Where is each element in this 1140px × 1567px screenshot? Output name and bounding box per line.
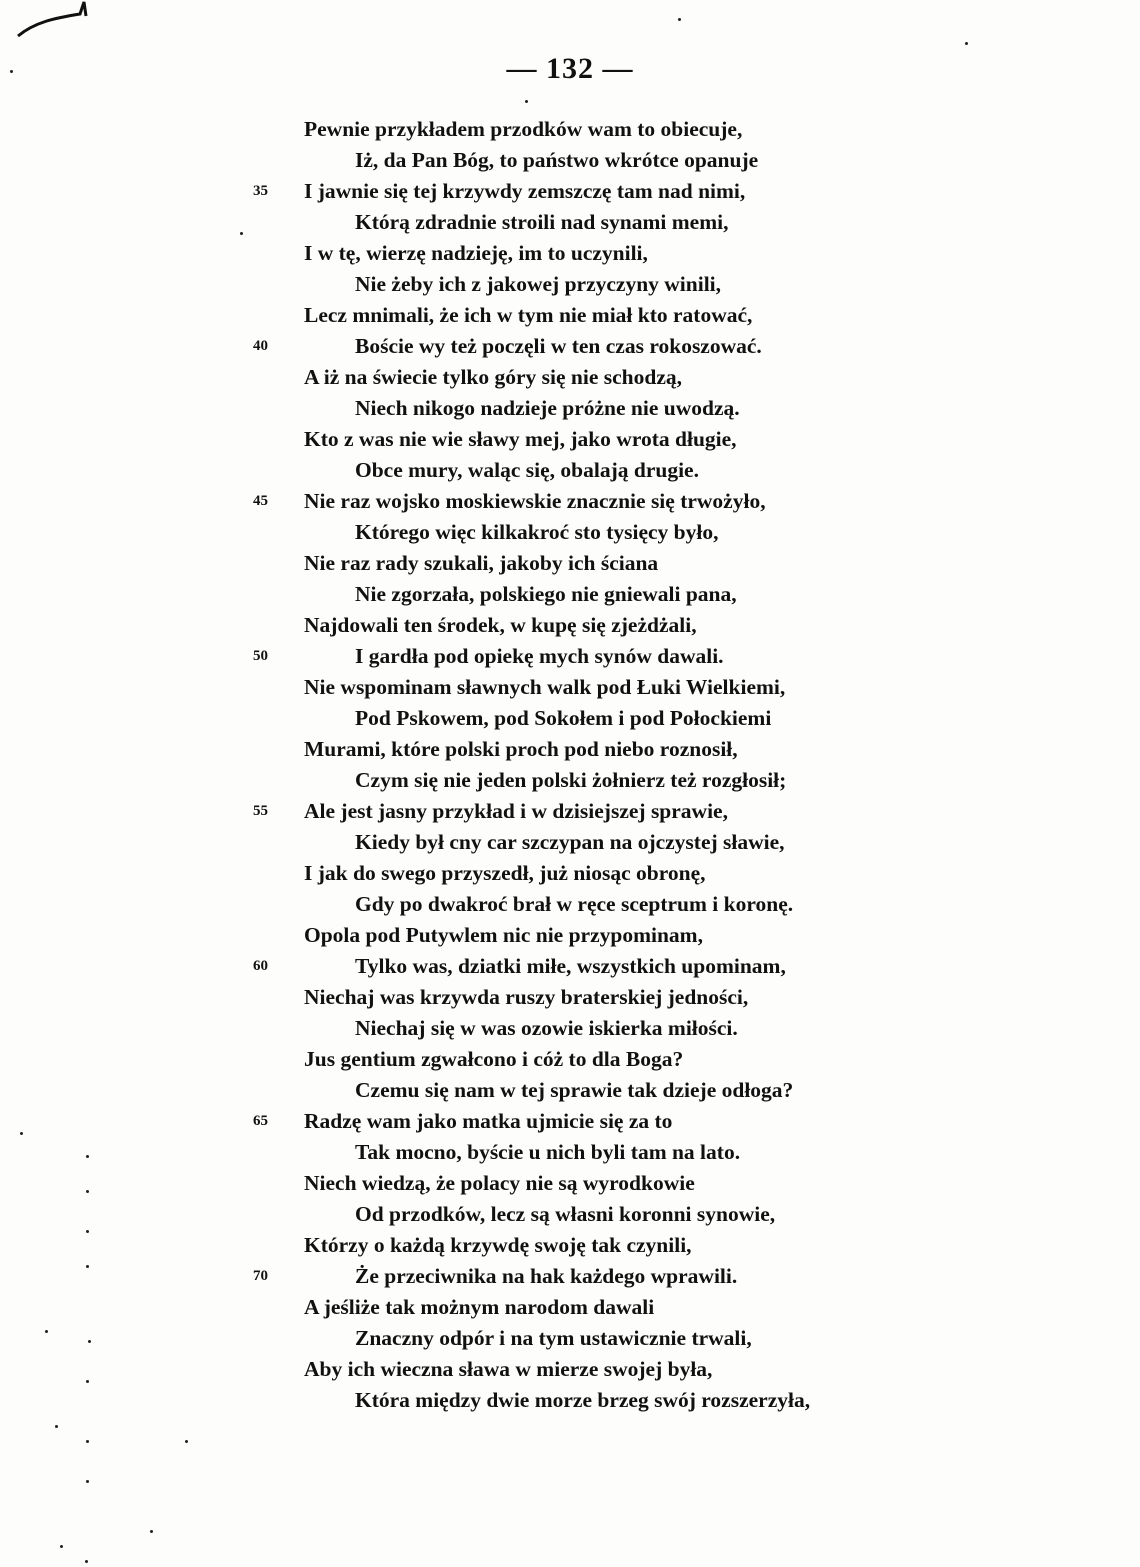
scan-speck — [55, 1425, 58, 1428]
line-number: 55 — [253, 803, 268, 819]
scan-speck — [86, 1380, 89, 1383]
scan-speck — [86, 1480, 89, 1483]
poem-line: Od przodków, lecz są własni koronni synowie, — [355, 1202, 776, 1226]
line-number: 35 — [253, 183, 268, 199]
poem-line: Radzę wam jako matka ujmicie się za to — [304, 1109, 673, 1133]
poem-line: Jus gentium zgwałcono i cóż to dla Boga? — [304, 1047, 684, 1071]
line-number: 65 — [253, 1113, 268, 1129]
poem-line: Nie wspominam sławnych walk pod Łuki Wielkiemi, — [304, 675, 786, 699]
poem-line: Czemu się nam w tej sprawie tak dzieje odłoga? — [355, 1078, 794, 1102]
poem-line: Znaczny odpór i na tym ustawicznie trwali, — [355, 1326, 752, 1350]
line-number: 45 — [253, 493, 268, 509]
scan-speck — [150, 1530, 153, 1533]
poem-line: I jawnie się tej krzywdy zemszczę tam nad nimi, — [304, 179, 746, 203]
poem-line: Kiedy był cny car szczypan na ojczystej sławie, — [355, 830, 785, 854]
poem-line: Która między dwie morze brzeg swój rozszerzyła, — [355, 1388, 811, 1412]
poem-line: Tak mocno, byście u nich byli tam na lato. — [355, 1140, 741, 1164]
scan-speck — [240, 232, 243, 235]
scan-speck — [20, 1132, 23, 1135]
poem-line: I jak do swego przyszedł, już niosąc obronę, — [304, 861, 706, 885]
poem-line: Pewnie przykładem przodków wam to obiecuje, — [304, 117, 743, 141]
poem-line: Gdy po dwakroć brał w ręce sceptrum i koronę. — [355, 892, 794, 916]
poem-line: A iż na świecie tylko góry się nie schodzą, — [304, 365, 683, 389]
poem-line: Którą zdradnie stroili nad synami memi, — [355, 210, 729, 234]
scan-speck — [45, 1330, 48, 1333]
poem-line: Ale jest jasny przykład i w dzisiejszej sprawie, — [304, 799, 728, 823]
scan-speck — [86, 1230, 89, 1233]
scan-speck — [86, 1155, 89, 1158]
poem-line: Czym się nie jeden polski żołnierz też rozgłosił; — [355, 768, 787, 792]
line-number: 50 — [253, 648, 268, 664]
poem-line: Obce mury, waląc się, obalają drugie. — [355, 458, 699, 482]
poem-line: Niech nikogo nadzieje próżne nie uwodzą. — [355, 396, 740, 420]
poem-line: Murami, które polski proch pod niebo roznosił, — [304, 737, 738, 761]
scan-speck — [88, 1340, 91, 1343]
poem-line: Nie raz rady szukali, jakoby ich ściana — [304, 551, 659, 575]
poem-line: Boście wy też poczęli w ten czas rokoszować. — [355, 334, 762, 358]
poem-line: Tylko was, dziatki miłe, wszystkich upominam, — [355, 954, 786, 978]
line-number: 40 — [253, 338, 268, 354]
scan-speck — [185, 1440, 188, 1443]
poem-line: Niech wiedzą, że polacy nie są wyrodkowie — [304, 1171, 695, 1195]
poem-line: Nie zgorzała, polskiego nie gniewali pana, — [355, 582, 737, 606]
scan-speck — [86, 1265, 89, 1268]
line-number: 70 — [253, 1268, 268, 1284]
poem-line: Że przeciwnika na hak każdego wprawili. — [355, 1264, 738, 1288]
poem-line: Niechaj was krzywda ruszy braterskiej jedności, — [304, 985, 749, 1009]
poem-line: Najdowali ten środek, w kupę się zjeżdżali, — [304, 613, 697, 637]
poem-line: Którzy o każdą krzywdę swoję tak czynili, — [304, 1233, 692, 1257]
poem-line: Opola pod Putywlem nic nie przypominam, — [304, 923, 703, 947]
poem-line: Nie żeby ich z jakowej przyczyny winili, — [355, 272, 722, 296]
scan-speck — [525, 100, 528, 103]
scan-speck — [85, 1560, 88, 1563]
scan-speck — [86, 1440, 89, 1443]
poem-line: Lecz mnimali, że ich w tym nie miał kto ratować, — [304, 303, 753, 327]
line-number: 60 — [253, 958, 268, 974]
poem-line: Kto z was nie wie sławy mej, jako wrota długie, — [304, 427, 737, 451]
page-number: — 132 — — [506, 52, 634, 85]
poem-line: Pod Pskowem, pod Sokołem i pod Połockiemi — [355, 706, 772, 730]
corner-scratch-mark — [0, 0, 120, 60]
poem-line: Iż, da Pan Bóg, to państwo wkrótce opanuje — [355, 148, 759, 172]
scan-speck — [678, 18, 681, 21]
poem-line: I w tę, wierzę nadzieję, im to uczynili, — [304, 241, 648, 265]
poem-line: A jeśliże tak możnym narodom dawali — [304, 1295, 655, 1319]
scan-speck — [965, 42, 968, 45]
poem-line: I gardła pod opiekę mych synów dawali. — [355, 644, 724, 668]
poem-line: Nie raz wojsko moskiewskie znacznie się trwożyło, — [304, 489, 766, 513]
scan-speck — [10, 70, 13, 73]
poem-line: Którego więc kilkakroć sto tysięcy było, — [355, 520, 719, 544]
scan-speck — [60, 1545, 63, 1548]
poem-line: Niechaj się w was ozowie iskierka miłości. — [355, 1016, 738, 1040]
poem-line: Aby ich wieczna sława w mierze swojej była, — [304, 1357, 713, 1381]
scan-speck — [86, 1190, 89, 1193]
